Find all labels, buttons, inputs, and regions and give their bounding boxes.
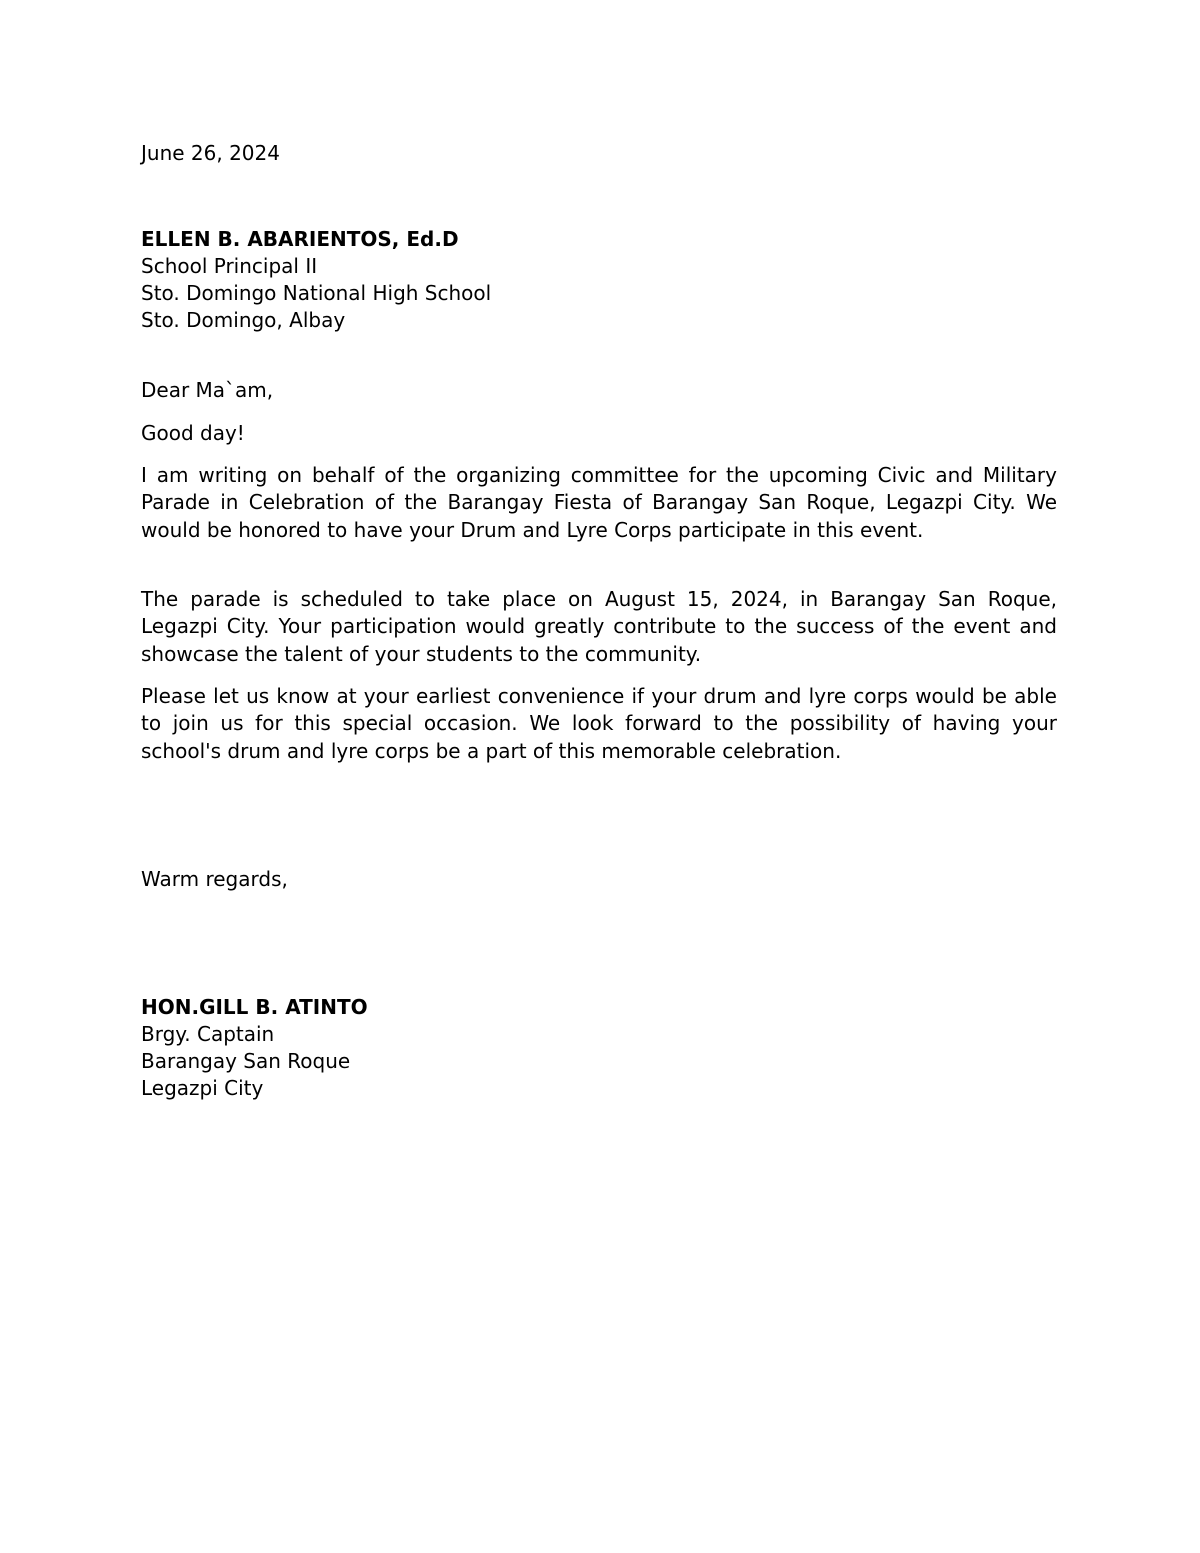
letter-date [141, 140, 1057, 167]
greeting-text: Good day! [141, 421, 245, 445]
paragraph-text: The parade is scheduled to take place on August 15, 2024, in Barangay San Roque, Legazpi City. Your participation would greatly contribute to the success of the event and showcase the talent of your students to the community. [141, 587, 1057, 666]
recipient-title: School Principal II [141, 254, 318, 278]
recipient-name: ELLEN B. ABARIENTOS, Ed.D [141, 227, 459, 251]
sender-block [141, 994, 1057, 1102]
paragraph-text: Please let us know at your earliest convenience if your drum and lyre corps would be able to join us for this special occasion. We look forward to the possibility of having your school's drum and lyre corps be a part of this memorable celebration. [141, 684, 1057, 763]
sender-city: Legazpi City [141, 1076, 264, 1100]
paragraph-text: I am writing on behalf of the organizing committee for the upcoming Civic and Military Parade in Celebration of the Barangay Fiesta of Barangay San Roque, Legazpi City. We would be honored to have your Drum and Lyre Corps participate in this event. [141, 463, 1057, 542]
salutation-text: Dear Ma`am, [141, 378, 274, 402]
recipient-block [141, 226, 1057, 334]
date-text: June 26, 2024 [141, 141, 280, 165]
recipient-school: Sto. Domingo National High School [141, 281, 492, 305]
body-paragraph-3 [141, 683, 1057, 765]
recipient-address: Sto. Domingo, Albay [141, 308, 346, 332]
body-paragraph-1 [141, 462, 1057, 544]
closing [141, 866, 1057, 893]
greeting [141, 420, 1057, 447]
salutation [141, 377, 1057, 404]
closing-text: Warm regards, [141, 867, 288, 891]
sender-title: Brgy. Captain [141, 1022, 275, 1046]
body-paragraph-2 [141, 586, 1057, 668]
sender-name: HON.GILL B. ATINTO [141, 995, 368, 1019]
sender-barangay: Barangay San Roque [141, 1049, 351, 1073]
